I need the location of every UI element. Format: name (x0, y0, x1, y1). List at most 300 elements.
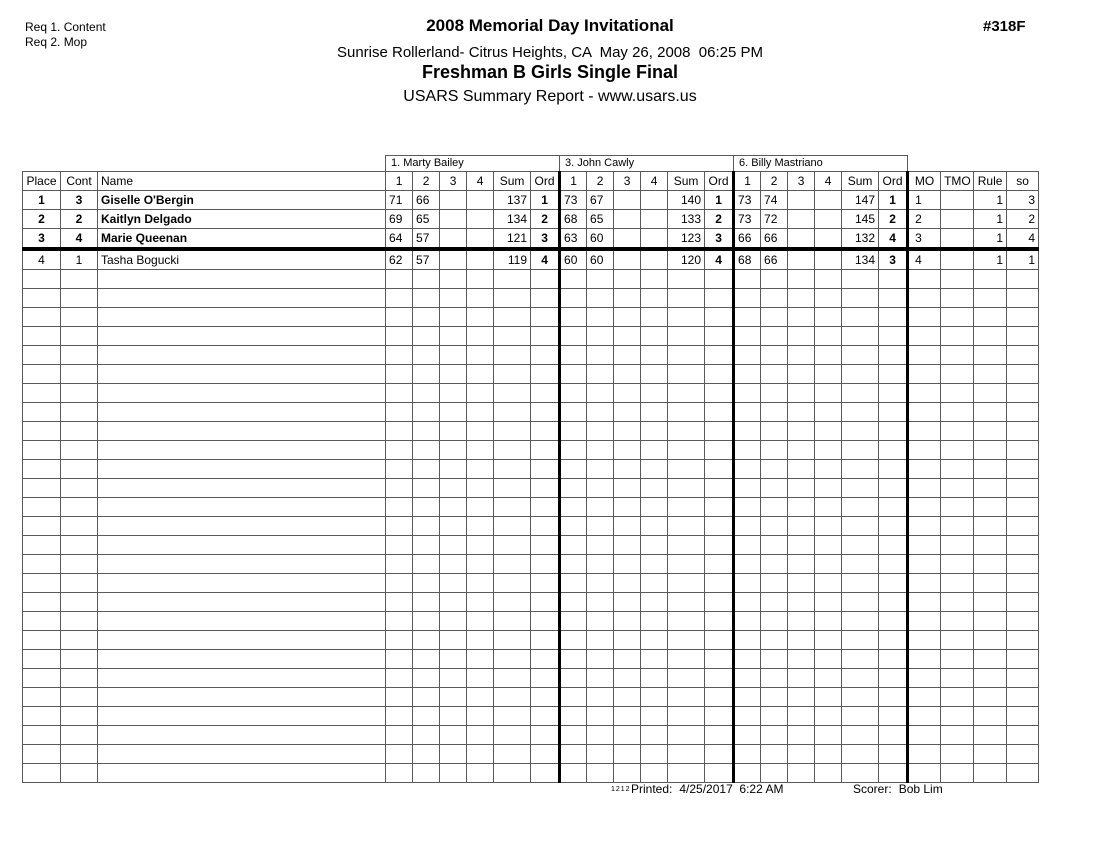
empty-row (23, 707, 1039, 726)
score-cell (440, 574, 467, 593)
empty-row (23, 270, 1039, 289)
score-cell (761, 726, 788, 745)
place-cell (23, 574, 61, 593)
header-so: so (1007, 172, 1039, 191)
cont-cell (61, 726, 98, 745)
score-cell (386, 574, 413, 593)
score-cell (440, 270, 467, 289)
name-cell (98, 593, 386, 612)
sum-cell (668, 745, 705, 764)
score-cell (467, 270, 494, 289)
score-cell (761, 327, 788, 346)
so-cell (1007, 498, 1039, 517)
ord-cell (705, 289, 734, 308)
score-cell (413, 593, 440, 612)
score-cell (734, 650, 761, 669)
sum-cell: 133 (668, 210, 705, 229)
rule-cell (974, 612, 1007, 631)
score-cell (614, 555, 641, 574)
rule-cell (974, 498, 1007, 517)
header-4: 4 (641, 172, 668, 191)
place-cell (23, 517, 61, 536)
score-cell (641, 631, 668, 650)
cont-cell (61, 327, 98, 346)
score-cell (815, 479, 842, 498)
tmo-cell (941, 726, 974, 745)
score-cell (560, 726, 587, 745)
place-cell: 1 (23, 191, 61, 210)
ord-cell (879, 574, 908, 593)
score-cell (440, 403, 467, 422)
score-cell (413, 365, 440, 384)
so-cell (1007, 327, 1039, 346)
sum-cell (494, 726, 531, 745)
score-cell (587, 555, 614, 574)
score-cell (587, 308, 614, 327)
sum-cell (494, 460, 531, 479)
sum-cell (842, 384, 879, 403)
sum-cell (494, 270, 531, 289)
score-cell (614, 441, 641, 460)
sum-cell (842, 764, 879, 783)
empty-row (23, 460, 1039, 479)
results-table (22, 155, 1039, 783)
score-cell (587, 650, 614, 669)
place-cell (23, 726, 61, 745)
tmo-cell (941, 229, 974, 250)
score-cell (386, 631, 413, 650)
ord-cell: 1 (705, 191, 734, 210)
score-cell (467, 707, 494, 726)
ord-cell (705, 460, 734, 479)
sum-cell (842, 289, 879, 308)
judge-name-header: 6. Billy Mastriano (734, 156, 908, 172)
score-cell (761, 631, 788, 650)
ord-cell (705, 688, 734, 707)
score-cell (413, 403, 440, 422)
score-cell (560, 479, 587, 498)
ord-cell (879, 593, 908, 612)
score-cell: 69 (386, 210, 413, 229)
tmo-cell (941, 289, 974, 308)
score-cell (641, 612, 668, 631)
score-cell (788, 441, 815, 460)
score-cell (815, 210, 842, 229)
sum-cell (842, 669, 879, 688)
mo-cell: 3 (908, 229, 941, 250)
place-cell: 3 (23, 229, 61, 250)
sum-cell (494, 479, 531, 498)
so-cell: 2 (1007, 210, 1039, 229)
ord-cell (705, 308, 734, 327)
ord-cell (705, 403, 734, 422)
empty-row (23, 574, 1039, 593)
score-cell (734, 574, 761, 593)
footer-scorer (853, 782, 943, 796)
score-cell (815, 631, 842, 650)
score-cell (560, 650, 587, 669)
score-cell (413, 574, 440, 593)
score-cell (815, 460, 842, 479)
cont-cell: 3 (61, 191, 98, 210)
header-sum: Sum (842, 172, 879, 191)
sum-cell (494, 403, 531, 422)
rule-cell (974, 346, 1007, 365)
venue-line: Sunrise Rollerland- Citrus Heights, CA May 26, 2008 06:25 PM (336, 44, 764, 61)
score-cell (467, 669, 494, 688)
sum-cell: 119 (494, 249, 531, 270)
so-cell (1007, 308, 1039, 327)
score-cell (587, 460, 614, 479)
mo-cell (908, 631, 941, 650)
name-cell (98, 726, 386, 745)
score-cell (440, 650, 467, 669)
tmo-cell (941, 593, 974, 612)
ord-cell (705, 650, 734, 669)
score-cell (815, 612, 842, 631)
so-cell (1007, 612, 1039, 631)
mo-cell (908, 384, 941, 403)
empty-row (23, 289, 1039, 308)
sum-cell (494, 384, 531, 403)
rule-cell (974, 555, 1007, 574)
sum-cell (494, 289, 531, 308)
printed-value: 4/25/2017 6:22 AM (679, 782, 784, 796)
cont-cell (61, 308, 98, 327)
ord-cell (531, 365, 560, 384)
ord-cell (531, 498, 560, 517)
score-cell (386, 422, 413, 441)
judge-row-left-spacer (23, 156, 386, 172)
score-cell (788, 479, 815, 498)
score-cell: 57 (413, 249, 440, 270)
empty-row (23, 517, 1039, 536)
score-cell (413, 460, 440, 479)
score-cell (560, 707, 587, 726)
score-cell (386, 688, 413, 707)
ord-cell: 4 (879, 229, 908, 250)
score-cell (788, 555, 815, 574)
rule-cell (974, 517, 1007, 536)
sum-cell (668, 650, 705, 669)
so-cell (1007, 517, 1039, 536)
cont-cell (61, 707, 98, 726)
printed-label: Printed: (631, 782, 673, 796)
score-cell (614, 745, 641, 764)
ord-cell (531, 707, 560, 726)
score-cell (815, 517, 842, 536)
empty-row (23, 745, 1039, 764)
score-cell (386, 707, 413, 726)
score-cell (467, 498, 494, 517)
mo-cell (908, 650, 941, 669)
report-title: USARS Summary Report - www.usars.us (403, 88, 697, 105)
score-cell (614, 308, 641, 327)
name-cell (98, 479, 386, 498)
sum-cell (842, 365, 879, 384)
sum-cell (494, 574, 531, 593)
cont-cell (61, 289, 98, 308)
score-cell (440, 517, 467, 536)
sum-cell (668, 555, 705, 574)
score-cell (614, 612, 641, 631)
sum-cell (494, 593, 531, 612)
rule-cell: 1 (974, 191, 1007, 210)
score-cell (761, 669, 788, 688)
name-cell: Kaitlyn Delgado (98, 210, 386, 229)
cont-cell (61, 498, 98, 517)
cont-cell (61, 612, 98, 631)
score-cell (734, 460, 761, 479)
ord-cell (879, 384, 908, 403)
so-cell (1007, 270, 1039, 289)
score-cell (815, 191, 842, 210)
ord-cell (879, 555, 908, 574)
sum-cell (668, 593, 705, 612)
score-cell (467, 688, 494, 707)
score-cell (788, 249, 815, 270)
rule-cell (974, 593, 1007, 612)
sum-cell (842, 612, 879, 631)
score-cell (413, 289, 440, 308)
sum-cell: 140 (668, 191, 705, 210)
header-3: 3 (440, 172, 467, 191)
score-cell (788, 191, 815, 210)
ord-cell (879, 498, 908, 517)
empty-row (23, 498, 1039, 517)
score-cell (815, 745, 842, 764)
score-cell (788, 669, 815, 688)
score-cell (815, 593, 842, 612)
score-cell (614, 707, 641, 726)
score-cell (614, 289, 641, 308)
tmo-cell (941, 688, 974, 707)
header-1: 1 (386, 172, 413, 191)
score-cell: 71 (386, 191, 413, 210)
score-cell (560, 688, 587, 707)
empty-row (23, 536, 1039, 555)
so-cell (1007, 574, 1039, 593)
score-cell (560, 745, 587, 764)
score-cell (467, 593, 494, 612)
sum-cell (668, 365, 705, 384)
score-cell (413, 536, 440, 555)
score-cell (761, 574, 788, 593)
score-cell (815, 574, 842, 593)
score-cell (560, 498, 587, 517)
tmo-cell (941, 574, 974, 593)
score-cell: 57 (413, 229, 440, 250)
scorer-label: Scorer: (853, 782, 892, 796)
tmo-cell (941, 536, 974, 555)
score-cell (440, 688, 467, 707)
footer-printed (631, 782, 783, 796)
cont-cell (61, 574, 98, 593)
tmo-cell (941, 384, 974, 403)
score-cell (587, 289, 614, 308)
score-cell (734, 764, 761, 783)
score-cell (614, 631, 641, 650)
cont-cell (61, 384, 98, 403)
cont-cell (61, 270, 98, 289)
sum-cell (842, 745, 879, 764)
score-cell (815, 229, 842, 250)
sum-cell (668, 688, 705, 707)
rule-cell (974, 669, 1007, 688)
name-cell: Tasha Bogucki (98, 249, 386, 270)
score-cell (815, 308, 842, 327)
tmo-cell (941, 764, 974, 783)
sum-cell (668, 460, 705, 479)
score-cell (467, 764, 494, 783)
name-cell (98, 745, 386, 764)
score-cell (413, 384, 440, 403)
ord-cell (531, 726, 560, 745)
sum-cell (668, 422, 705, 441)
so-cell (1007, 479, 1039, 498)
score-cell (386, 650, 413, 669)
mo-cell (908, 574, 941, 593)
score-cell (560, 289, 587, 308)
score-cell (413, 517, 440, 536)
tmo-cell (941, 308, 974, 327)
score-cell (467, 650, 494, 669)
score-cell (413, 498, 440, 517)
ord-cell (705, 631, 734, 650)
score-cell: 63 (560, 229, 587, 250)
score-cell (467, 631, 494, 650)
sum-cell (494, 555, 531, 574)
judge-header-row (23, 156, 1039, 172)
so-cell (1007, 707, 1039, 726)
score-cell (788, 422, 815, 441)
score-cell: 65 (587, 210, 614, 229)
mo-cell (908, 403, 941, 422)
ord-cell (531, 631, 560, 650)
score-cell (641, 669, 668, 688)
event-title: Freshman B Girls Single Final (421, 62, 679, 82)
ord-cell (879, 650, 908, 669)
score-cell (614, 498, 641, 517)
rule-cell: 1 (974, 210, 1007, 229)
score-cell (641, 688, 668, 707)
score-cell: 73 (734, 210, 761, 229)
score-cell (440, 479, 467, 498)
ord-cell (531, 688, 560, 707)
score-cell (815, 365, 842, 384)
score-cell (440, 327, 467, 346)
score-cell (641, 249, 668, 270)
empty-row (23, 479, 1039, 498)
ord-cell (531, 422, 560, 441)
score-cell (587, 346, 614, 365)
score-cell (734, 289, 761, 308)
score-cell (467, 365, 494, 384)
score-cell (467, 249, 494, 270)
score-cell (560, 574, 587, 593)
place-cell (23, 555, 61, 574)
sum-cell: 137 (494, 191, 531, 210)
score-cell (761, 555, 788, 574)
ord-cell: 3 (705, 229, 734, 250)
score-cell (734, 403, 761, 422)
score-cell (560, 308, 587, 327)
score-cell (413, 688, 440, 707)
mo-cell (908, 669, 941, 688)
ord-cell: 2 (705, 210, 734, 229)
so-cell (1007, 593, 1039, 612)
score-cell: 68 (734, 249, 761, 270)
score-cell: 60 (560, 249, 587, 270)
score-cell (734, 536, 761, 555)
mo-cell (908, 498, 941, 517)
score-cell (587, 327, 614, 346)
sum-cell (668, 308, 705, 327)
score-cell (761, 346, 788, 365)
name-cell (98, 764, 386, 783)
score-cell (614, 479, 641, 498)
score-cell (386, 308, 413, 327)
sum-cell (842, 327, 879, 346)
event-number: #318F (983, 18, 1026, 35)
score-cell (614, 517, 641, 536)
empty-row (23, 669, 1039, 688)
score-cell (788, 289, 815, 308)
sum-cell (668, 441, 705, 460)
score-cell (386, 289, 413, 308)
place-cell (23, 327, 61, 346)
tmo-cell (941, 555, 974, 574)
score-cell (614, 422, 641, 441)
ord-cell (879, 536, 908, 555)
sum-cell (494, 631, 531, 650)
score-cell (815, 289, 842, 308)
score-cell (815, 650, 842, 669)
score-cell (467, 536, 494, 555)
so-cell (1007, 688, 1039, 707)
score-cell (560, 346, 587, 365)
ord-cell (531, 289, 560, 308)
score-cell (560, 441, 587, 460)
name-cell (98, 536, 386, 555)
score-cell: 67 (587, 191, 614, 210)
score-cell (815, 270, 842, 289)
score-cell (440, 441, 467, 460)
score-cell (614, 688, 641, 707)
sum-cell (842, 479, 879, 498)
score-cell (413, 422, 440, 441)
tmo-cell (941, 479, 974, 498)
mo-cell (908, 308, 941, 327)
score-cell (440, 210, 467, 229)
score-cell (788, 327, 815, 346)
mo-cell (908, 365, 941, 384)
score-cell (734, 517, 761, 536)
score-cell (386, 327, 413, 346)
sum-cell (842, 422, 879, 441)
judge-row-right-spacer (908, 156, 1039, 172)
ord-cell (531, 346, 560, 365)
tmo-cell (941, 650, 974, 669)
ord-cell (705, 422, 734, 441)
score-cell (641, 365, 668, 384)
judge-name-header: 1. Marty Bailey (386, 156, 560, 172)
header-2: 2 (587, 172, 614, 191)
header-ord: Ord (531, 172, 560, 191)
sum-cell (494, 441, 531, 460)
table-row (23, 191, 1039, 210)
score-cell (641, 270, 668, 289)
